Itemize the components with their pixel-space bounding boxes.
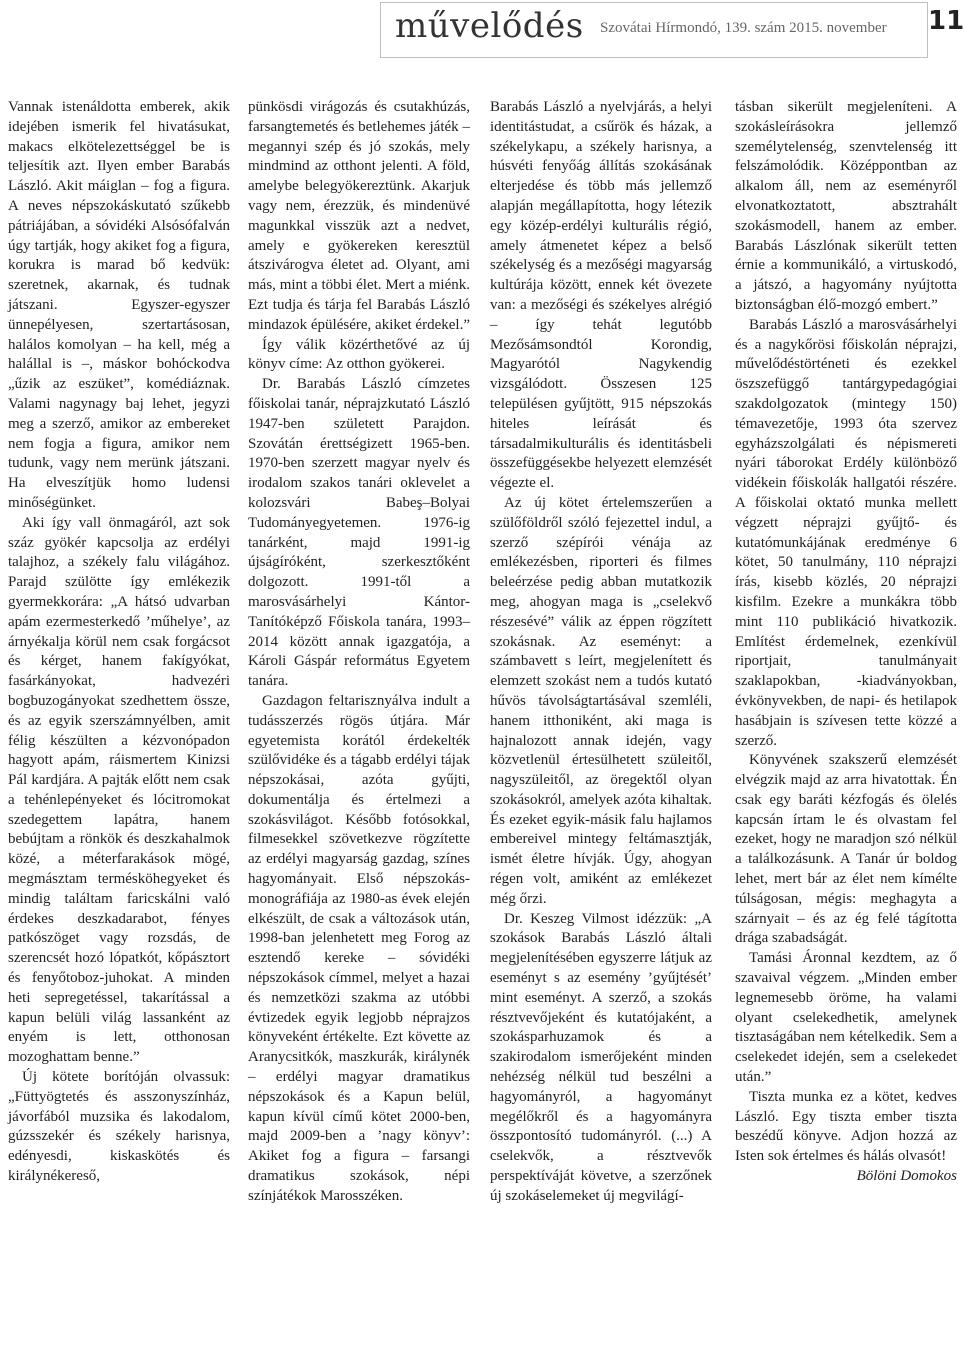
page-header	[0, 0, 964, 62]
section-title: művelődés	[395, 6, 584, 46]
paragraph: Így válik közérthetővé az új könyv címe: Az otthon gyökerei.	[248, 336, 470, 373]
paragraph: Gazdagon feltarisznyálva indult a tudásszerzés rögös útjára. Már egyetemista korától érdekelték szülővidéke és a tágabb erdélyi tájak népszokásai, azóta gyűjti, dokumentálja és értelmezi a szokásvilágot. Később fotósokkal, filmesekkel szövetkezve rögzítette az erdélyi magyarság gazdag, színes hagyományait. Első népszokás-monográfiája az 1980-as évek elején elkészült, de csak a változások után, 1998-ban jelenhetett meg Forog az esztendő kereke – sóvidéki népszokások címmel, melyet a hazai és nemzetközi szakma az utóbbi évtizedek egyik legjobb néprajzos könyveként értékelte. Ezt követte az Aranycsitkók, maszkurák, királynék – erdélyi magyar dramatikus népszokások és a Kapun belül, kapun kívül című kötet 2000-ben, majd 2009-ben a ’nagy könyv’: Akiket fog a figura – farsangi dramatikus szokások, népi színjátékok Marosszéken.	[248, 692, 470, 1204]
issue-line: Szovátai Hírmondó, 139. szám 2015. november	[600, 20, 887, 36]
page-number: 11	[928, 6, 964, 36]
paragraph: Tamási Áronnal kezdtem, az ő szavaival végzem. „Minden ember legnemesebb öröme, ha valami olyant cselekedhetik, amelynek tisztaságában nem kételkedik. Sem a cselekedet idején, sem a cselekedet után.”	[735, 950, 957, 1086]
author-signature: Bölöni Domokos	[856, 1168, 957, 1185]
article-column-4	[735, 98, 957, 1187]
article-column-2	[248, 98, 470, 1207]
paragraph: Barabás László a nyelvjárás, a helyi identitástudat, a csűrök és házak, a székelykapu, a székely harisnya, a húsvéti fenyőág állítás szokásának elterjedése és több más jellemző alapján megállapította, hogy létezik egy közép-erdélyi kulturális régió, amely átmenetet képez a belső székelység és a mezőségi magyarság kultúrája között, ennek két övezete van: a mezőségi és székelyes alrégió – így tehát legutóbb Mezősámsondtól Korondig, Magyarótól Nagykendig vizsgálódott. Összesen 125 településen gyűjtött, 915 népszokás hiteles leírását és társadalmikulturális és identitásbeli összefüggésekbe helyezett elemzését végezte el.	[490, 99, 712, 492]
paragraph: Dr. Barabás László címzetes főiskolai tanár, néprajzkutató László 1947-ben született Parajdon. Szovátán érettségizett 1965-ben. 1970-ben szerzett magyar nyelv és irodalom szakos tanári oklevelet a kolozsvári Babeş–Bolyai Tudományegyetemen. 1976-ig tanárként, majd 1991-ig újságíróként, szerkesztőként dolgozott. 1991-től a marosvásárhelyi Kántor-Tanítóképző Főiskola tanára, 1993–2014 között annak igazgatója, a Károli Gáspár református Egyetem tanára.	[248, 376, 470, 690]
paragraph: Barabás László a marosvásárhelyi és a nagykőrösi főiskolán néprajzi, művelődéstörténeti és ezekkel öszszefüggő tantárgypedagógiai szakdolgozatok (mintegy 150) témavezetője, 1993 óta szervez egyházszolgálati és népismereti nyári táborokat Erdély különböző vidékein főiskolák hallgatói részére. A főiskolai oktató munka mellett végzett néprajzi gyűjtő- és kutatómunkájának eredménye 6 kötet, 50 tanulmány, 110 néprajzi írás, kisebb közlés, 20 néprajzi kisfilm. Ezekre a munkákra több mint 110 publikáció hivatkozik. Említést érdemelnek, ezenkívül riportjait, tanulmányait szaklapokban, -kiadványokban, évkönyvekben, de napi- és hetilapok hasábjain is szívesen tette közzé a szerző.	[735, 316, 957, 749]
paragraph: Új kötete borítóján olvassuk: „Füttyögtetés és asszonyszínház, jávorfából muzsika és lakodalom, gúzsszekér és székely harisnya, edényesdi, kiskaskötés és királynékereső,	[8, 1069, 230, 1185]
paragraph: Dr. Keszeg Vilmost idézzük: „A szokások Barabás László általi megjelenítésében egyszerre látjuk az eseményt s az esemény ’gyűjtését’ mint eseményt. A szerző, a szokás résztvevőjeként és kutatójaként, a szokásparhuzamok és a szakirodalom ismerőjeként minden nehézség nélkül tud beszélni a hagyományról, a hagyományt megélőkről és a hagyományra összpontosító tudományról. (...) A cselekvők, a résztvevők perspektíváját követve, a szerzőnek új szokáselemeket új megvilágí-	[490, 910, 712, 1204]
paragraph: Aki így vall önmagáról, azt sok száz gyökér kapcsolja az erdélyi talajhoz, a székely falu világához. Parajd szülötte így emlékezik gyermekkorára: „A hátsó udvarban apám ezermesterkedő ’műhelye’, az árnyékalja körül nem csak forgácsot és kérget, hanem fakígyókat, fasárkányokat, hadvezéri bogbuzogányokat szedhettem össze, és az egyik szerszámnyélben, amit félig készülten a kézvonópadon hagyott apám, ráismertem Kinizsi Pál kardjára. A pajták előtt nem csak a tehénlepényeket és lócitromokat szedegettem lapátra, hanem bebújtam a rönkök és deszkahalmok közé, a méterfarakások mögé, megmásztam termésköhegyeket és mindig találtam faricskálni való érdekes deszkadarabot, fényes patkószöget vagy rozsdás, de szerencsét hozó lópatkót, kőpásztort és fenyőtoboz-juhokat. A minden heti sepregetéssel, takarítással a kapun belüli világ lassanként az enyém is lett, otthonosan mozoghattam benne.”	[8, 514, 230, 1066]
paragraph: Az új kötet értelemszerűen a szülőföldről szóló fejezettel indul, a szerző szépírói vénája az emlékezésben, riporteri és filmes beleérzése pedig abban mutatkozik meg, ahogyan maga is „cselekvő részesévé” válik az éppen rögzített szokásnak. Az eseményt: a számbavett s leírt, megjelenített és elemzett szokást nem a tudós kutató hűvös távolságtartásával szemléli, hanem itthoniként, aki maga is hajnalozott annak idején, vagy közvetlenül értesülhetett szüleitől, nagyszüleitől, az öregektől olyan szokásokról, amelyek azóta kihaltak. És ezeket egyik-másik falu hajlamos embereivel mintegy feltámasztják, ismét életre hívják. Úgy, ahogyan régen volt, amiként az emlékezet még őrzi.	[490, 494, 712, 907]
paragraph: Vannak istenáldotta emberek, akik idejében ismerik fel hivatásukat, makacs elkötelezettséggel be is teljesítik azt. Ilyen ember Barabás László. Akit máiglan – fog a figura. A neves népszokáskutató szűkebb pátriájában, a sóvidéki Alsósófalván úgy tartják, hogy akiket fog a figura, korukra is marad bő kedvük: szeretnek, akarnak, és tudnak játszani. Egyszer-egyszer ünnepélyesen, szertartásosan, halálos komolyan – ha kell, még a halállal is –, máskor bohóckodva „űzik az eszüket”, komédiáznak. Valami nagynagy baj lehet, jegyzi meg a szerző, amikor az embereket nem fogja a figura, amikor nem tudunk, vagy nem merünk játszani. Ha elveszítjük homo ludensi minőségünket.	[8, 99, 230, 511]
paragraph: Tiszta munka ez a kötet, kedves László. Egy tiszta ember tiszta beszédű könyve. Adjon hozzá az Isten sok értelmes és hálás olvasót!	[735, 1088, 957, 1165]
paragraph: Könyvének szakszerű elemzését elvégzik majd az arra hivatottak. Én csak egy baráti kézfogás és ölelés kapcsán írtam le és olvastam fel ezeket, hogy ne maradjon szó nélkül a találkozásunk. A Tanár úr boldog lehet, mert bár az élet nem kímélte túlságosan, mégis: meghagyta a szárnyait – és az ég felé tágította drága szabadságát.	[735, 752, 957, 947]
article-column-3	[490, 98, 712, 1207]
paragraph: tásban sikerült megjeleníteni. A szokásleírásokra jellemző személytelenség, szenvtelenség itt felszámolódik. Középpontban az alkalom áll, nem az eseményről elvonatkoztatott, absztrahált szokásmodell, hanem az ember. Barabás Lászlónak sikerült tetten érnie a kommunikáló, a virtuskodó, a játszó, a hagyomány nyújtotta biztonságban élő-mozgó embert.”	[735, 99, 957, 313]
paragraph: pünkösdi virágozás és csutakhúzás, farsangtemetés és betlehemes játék – megannyi szép és jó szokás, mely mindmind az otthont jelenti. A föld, amelybe belegyökereztünk. Akarjuk vagy nem, érezzük, és mindenüvé magunkkal visszük azt a nedvet, amely e gyökereken keresztül átszivárogva életet ad. Olyant, ami más, mint a többi élet. Mert a miénk. Ezt tudja és tárja fel Barabás László mindazok épülésére, akiket érdekel.”	[248, 99, 470, 333]
article-column-1	[8, 98, 230, 1187]
